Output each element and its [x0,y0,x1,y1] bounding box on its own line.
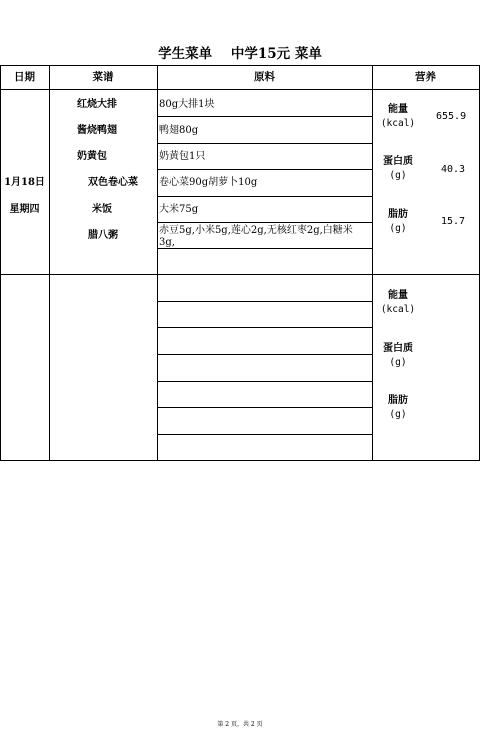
header-divider [0,89,480,90]
block-divider [0,274,480,275]
ingredient-row-line [157,434,372,435]
ingredient-item: 卷心菜90g胡萝卜10g [159,177,258,188]
fat-value: 15.7 [441,216,466,227]
ingredient-row-line [157,248,372,249]
ingredient-row-line [157,381,372,382]
energy-unit: (kcal) [380,118,416,129]
ingredient-item: 奶黄包1只 [159,151,206,162]
protein-unit: (g) [389,170,407,181]
ingredient-row-line [157,196,372,197]
ingredient-row-line [157,327,372,328]
page-footer: 第 2 页，共 2 页 [217,721,263,728]
energy-unit: (kcal) [380,304,416,315]
ingredient-item: 3g, [159,237,175,248]
ingredient-row-line [157,143,372,144]
date-cell: 1月18日 [4,177,45,188]
ingredient-row-line [157,222,372,223]
header-nutrition: 营养 [415,71,436,83]
protein-value: 40.3 [441,164,466,175]
fat-unit: (g) [389,409,407,420]
ingredient-item: 鸭翅80g [159,125,199,136]
dish-item: 双色卷心菜 [88,177,138,188]
column-divider [157,65,158,461]
column-divider [49,65,50,461]
ingredient-row-line [157,407,372,408]
energy-value: 655.9 [436,111,467,122]
ingredient-row-line [157,169,372,170]
fat-unit: (g) [389,223,407,234]
ingredient-row-line [157,301,372,302]
dish-item: 腊八粥 [88,230,118,241]
table-border-top [0,65,480,66]
ingredient-item: 大米75g [159,204,199,215]
fat-label: 脂肪 [388,209,408,220]
dish-item: 红烧大排 [77,99,117,110]
ingredient-item: 80g大排1块 [159,99,215,110]
table-border-left [0,65,1,461]
protein-unit: (g) [389,357,407,368]
table-border-bottom [0,460,480,461]
header-ingredients: 原料 [254,71,275,83]
energy-label: 能量 [388,104,408,115]
ingredient-row-line [157,116,372,117]
dish-item: 米饭 [92,204,112,215]
dish-item: 酱烧鸭翅 [77,125,117,136]
ingredient-row-line [157,354,372,355]
ingredient-item: 赤豆5g,小米5g,莲心2g,无核红枣2g,白糖米 [159,225,353,236]
header-dishes: 菜谱 [92,71,114,83]
weekday-cell: 星期四 [9,204,40,215]
dish-item: 奶黄包 [77,151,107,162]
page-title: 学生菜单 中学15元 菜单 [158,46,322,62]
energy-label: 能量 [388,290,408,301]
protein-label: 蛋白质 [383,156,413,167]
protein-label: 蛋白质 [383,343,413,354]
header-date: 日期 [14,71,35,83]
fat-label: 脂肪 [388,395,408,406]
